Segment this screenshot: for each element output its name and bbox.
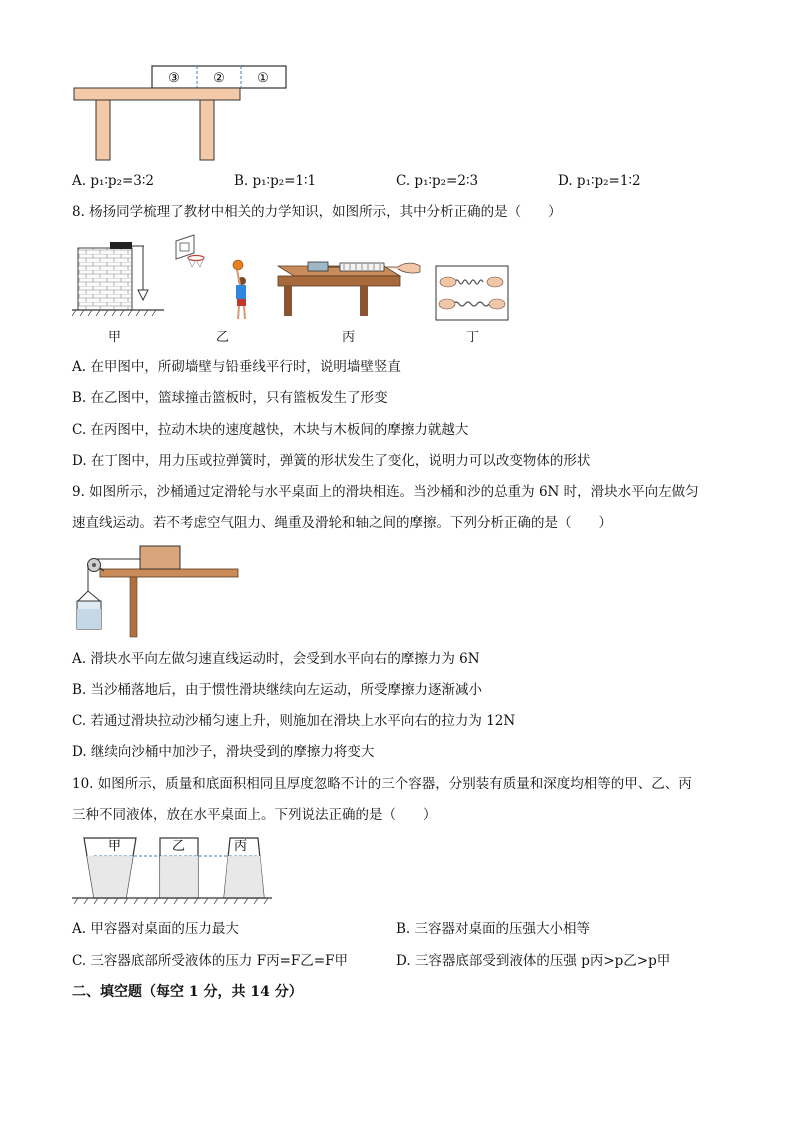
q7-option-b: B. p₁∶p₂=1∶1 [234, 173, 317, 189]
q7-option-a: A. p₁∶p₂=3∶2 [72, 173, 154, 189]
q8-figure-ding [435, 265, 509, 321]
q9-option-c: C. 若通过滑块拉动沙桶匀速上升，则施加在滑块上水平向右的拉力为 12N [72, 713, 516, 729]
q10-option-b: B. 三容器对桌面的压强大小相等 [396, 921, 591, 937]
block-label-2: ② [213, 71, 225, 86]
q8-caption-ding: 丁 [466, 330, 480, 345]
block-label-1: ① [257, 71, 269, 86]
q8-caption-jia: 甲 [108, 330, 122, 345]
section-2-title: 二、填空题（每空 1 分，共 14 分） [72, 984, 303, 1000]
q7-table-figure [70, 62, 300, 162]
q8-option-b: B. 在乙图中，篮球撞击篮板时，只有篮板发生了形变 [72, 390, 388, 406]
q8-figure-bing [274, 256, 424, 322]
q9-option-d: D. 继续向沙桶中加沙子，滑块受到的摩擦力将变大 [72, 744, 375, 760]
q10-stem-line2: 三种不同液体，放在水平桌面上。下列说法正确的是（ ） [72, 807, 437, 823]
q10-caption-yi: 乙 [172, 839, 186, 854]
q8-caption-bing: 丙 [342, 330, 356, 345]
q9-pulley-figure [72, 543, 242, 639]
q7-option-d: D. p₁∶p₂=1∶2 [558, 173, 641, 189]
q8-figure-jia [72, 238, 172, 320]
q10-stem-line1: 10. 如图所示，质量和底面积相同且厚度忽略不计的三个容器，分别装有质量和深度均相等的甲、乙、丙 [72, 776, 692, 792]
q8-option-a: A. 在甲图中，所砌墙壁与铅垂线平行时，说明墙壁竖直 [72, 359, 401, 375]
q9-stem-line1: 9. 如图所示，沙桶通过定滑轮与水平桌面上的滑块相连。当沙桶和沙的总重为 6N 时，滑块水平向左做匀 [72, 484, 699, 500]
q10-caption-bing: 丙 [234, 839, 248, 854]
q10-containers-figure [72, 834, 272, 910]
q8-option-d: D. 在丁图中，用力压或拉弹簧时，弹簧的形状发生了变化，说明力可以改变物体的形状 [72, 453, 591, 469]
q9-stem-line2: 速直线运动。若不考虑空气阻力、绳重及滑轮和轴之间的摩擦。下列分析正确的是（ ） [72, 515, 612, 531]
q10-option-a: A. 甲容器对桌面的压力最大 [72, 921, 239, 937]
q10-caption-jia: 甲 [108, 839, 122, 854]
q7-option-c: C. p₁∶p₂=2∶3 [396, 173, 479, 189]
q8-stem: 8. 杨扬同学梳理了教材中相关的力学知识，如图所示，其中分析正确的是（ ） [72, 204, 562, 220]
block-label-3: ③ [168, 71, 180, 86]
q8-option-c: C. 在丙图中，拉动木块的速度越快，木块与木板间的摩擦力就越大 [72, 422, 469, 438]
q10-option-d: D. 三容器底部受到液体的压强 p丙>p乙>p甲 [396, 953, 671, 969]
q8-figure-yi [170, 233, 260, 323]
q9-option-b: B. 当沙桶落地后，由于惯性滑块继续向左运动，所受摩擦力逐渐减小 [72, 682, 483, 698]
q8-caption-yi: 乙 [216, 330, 230, 345]
q10-option-c: C. 三容器底部所受液体的压力 F丙=F乙=F甲 [72, 953, 348, 969]
q9-option-a: A. 滑块水平向左做匀速直线运动时，会受到水平向右的摩擦力为 6N [72, 651, 480, 667]
